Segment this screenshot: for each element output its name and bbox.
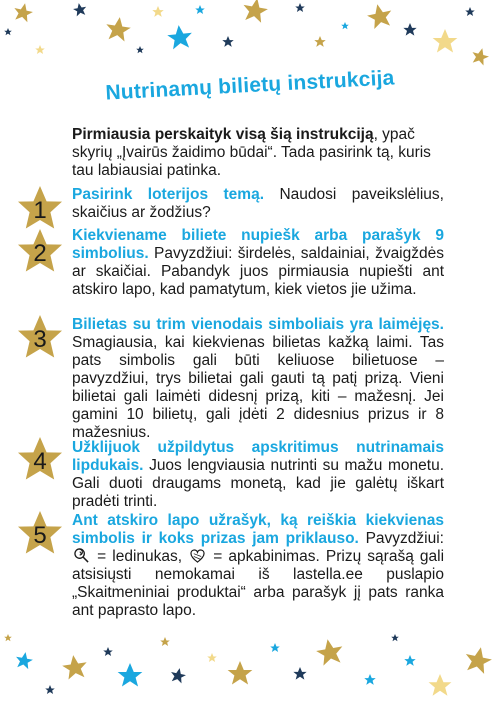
step-highlight: Bilietas su trim vienodais simboliais yra laimėjęs. bbox=[72, 316, 444, 333]
step-badge-5 bbox=[14, 508, 66, 560]
page-title: Nutrinamų bilietų instrukcija bbox=[104, 66, 396, 105]
intro-bold: Pirmiausia perskaityk visą šią instrukciją bbox=[72, 126, 374, 143]
step-badge-4 bbox=[14, 434, 66, 486]
step-highlight: Kiekviename biliete nupiešk arba parašyk 9 simbolius. bbox=[72, 227, 444, 262]
step-badge-2 bbox=[14, 226, 66, 278]
step-highlight: Užklijuok užpildytus apskritimus nutrinamais lipdukais. bbox=[72, 439, 444, 474]
step-highlight: Pasirink loterijos temą. bbox=[72, 186, 265, 203]
step-text bbox=[72, 186, 444, 222]
step-body: Smagiausia, kai kiekvienas bilietas kažką laimi. Tas pats simbolis gali būti keliuose bilietuose – pavyzdžiui, trys bilietai gali gauti tą patį prizą. Vieni bilietai gali laimėti didesnį prizą, kiti – mažesnį. Jei gamini 10 bilietų, gali įdėti 2 didesnius prizus ir 8 mažesnius. bbox=[72, 334, 444, 441]
intro-paragraph bbox=[72, 126, 444, 180]
step-number: 2 bbox=[33, 239, 47, 267]
step-number: 5 bbox=[33, 521, 47, 549]
star-decoration-bottom bbox=[0, 628, 500, 703]
step-text bbox=[72, 227, 444, 299]
step-text bbox=[72, 439, 444, 511]
example-prefix: Pavyzdžiui: bbox=[365, 530, 444, 547]
step-number: 4 bbox=[33, 447, 47, 475]
step-text bbox=[72, 512, 444, 620]
step-text bbox=[72, 316, 444, 442]
step-body: Naudosi paveikslėlius, skaičius ar žodžius? bbox=[72, 186, 444, 221]
step-body: Juos lengviausia nutrinti su mažu monetu. Gali duoti draugams monetą, kad jie galėtų iškart pradėti trinti. bbox=[72, 457, 444, 510]
step-number: 1 bbox=[33, 196, 47, 224]
step-body: Pavyzdžiui: širdelės, saldainiai, žvaigždės ar skaičiai. Pabandyk juos pirmiausia nupiešti ant atskiro lapo, kad pamatytum, kiek vietos jie užima. bbox=[72, 245, 444, 298]
example-2: = apkabinimas. bbox=[213, 548, 320, 565]
step-body: Prizų sąrašą gali atsisiųsti nemokamai iš lastella.ee puslapio „Skaitmeniniai produktai“ arba parašyk jį pats ranka ant paprasto lapo. bbox=[72, 548, 445, 619]
star-decoration-top bbox=[0, 0, 500, 70]
example-1: = ledinukas, bbox=[97, 548, 183, 565]
step-number: 3 bbox=[33, 325, 47, 353]
lollipop-icon bbox=[74, 548, 89, 563]
step-badge-3 bbox=[14, 312, 66, 364]
intro-rest: , ypač skyrių „Įvairūs žaidimo būdai“. Tada pasirink tą, kuris tau labiausiai patinka. bbox=[72, 126, 431, 179]
step-highlight: Ant atskiro lapo užrašyk, ką reiškia kiekvienas simbolis ir koks prizas jam priklauso. bbox=[72, 512, 444, 547]
heart-icon bbox=[190, 549, 205, 563]
